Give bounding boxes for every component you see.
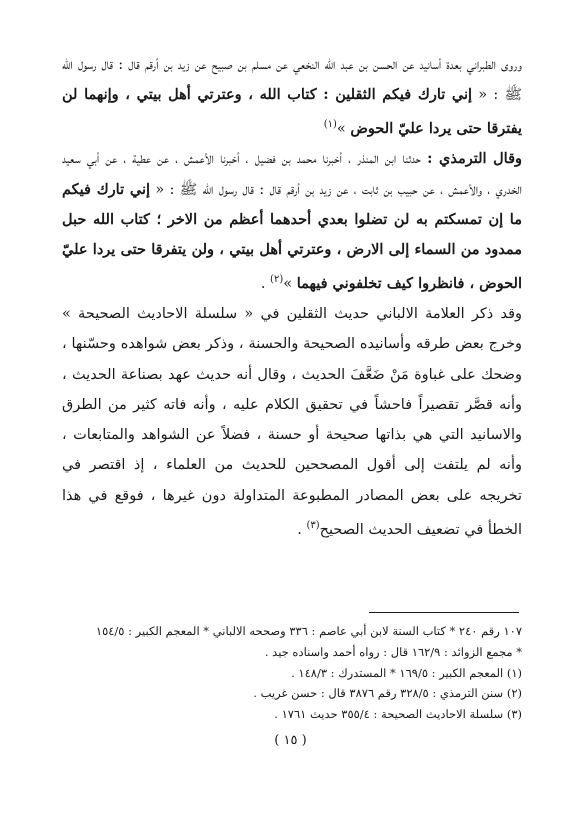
paragraph-end: . xyxy=(297,521,307,538)
hadith-text: إني تارك فيكم ما إن تمسكتم به لن تضلوا بعدي أحدهما أعظم من الاخر ؛ كتاب الله حبل ممدود من السماء إلى الارض ، وعترتي أهل بيتي ، ولن يتفرقا حتى يردا عليّ الحوض ، فانظروا كيف تخلفوني فيهما xyxy=(62,180,522,293)
paragraph-intro: حدثنا ابن المنذر ، أخبرنا محمد بن فضيل ، أخبرنا الأعمش ، عن عطية ، عن أبي سعيد الخدري ، والأعمش ، عن حبيب بن ثابت ، عن زيد بن أرقم قال : قال رسول الله ﷺ : « xyxy=(62,151,523,198)
page-number: ( ١٥ ) xyxy=(274,733,307,748)
footnote-ref: (٣) xyxy=(306,519,320,531)
footnote-line: (٢) سنن الترمذي : ٣٢٨/٥ رقم ٣٨٧٦ قال : حسن غريب . xyxy=(253,686,522,701)
paragraph-tabarani xyxy=(62,50,522,144)
paragraph-albani xyxy=(62,299,522,544)
paragraph-lead: وقال الترمذي : xyxy=(427,150,523,168)
footnote-ref: (١) xyxy=(323,119,337,131)
paragraph-end: . xyxy=(260,276,271,293)
paragraph-text: وقد ذكر العلامة الالباني حديث الثقلين في « سلسلة الاحاديث الصحيحة » وخرج بعض طرقه وأسانيده الصحيحة والحسنة ، وذكر بعض شواهده وحسّنها ، وضحك على غباوة مَنْ ضَعَّفَ الحديث ، وقال أنه حديث عهد بصناعة الحديث ، وأنه قصَّر تقصيراً فاحشاً في تحقيق الكلام عليه ، وأنه فاته كثير من الطرق والاسانيد التي هي بذاتها صحيحة أو حسنة ، فضلاً عن الشواهد والمتابعات ، وأنه لم يلتفت إلى أقول المصححين للحديث من العلماء ، إذ اقتصر في تخريجه على بعض المصادر المطبوعة المتداولة دون غيرها ، فوقع في هذا الخطأ في تضعيف الحديث الصحيح xyxy=(62,306,522,538)
footnote-line: ١٠٧ رقم ٢٤٠ * كتاب السنة لابن أبي عاصم : ٣٣٦ وصححه الالباني * المعجم الكبير : ١٥٤/٥ xyxy=(95,624,522,638)
footnote-ref: (٢) xyxy=(270,274,284,286)
footnote-line: (١) المعجم الكبير : ١٦٩/٥ * المستدرك : ١٤٨/٣ . xyxy=(291,665,522,680)
footnotes xyxy=(62,621,522,725)
quote-close: » xyxy=(283,276,297,293)
paragraph-tirmidhi xyxy=(62,144,522,299)
footnote-line: (٣) سلسلة الاحاديث الصحيحة : ٣٥٥/٤ حديث ١٧٦١ . xyxy=(274,707,522,722)
hadith-text: إني تارك فيكم الثقلين : كتاب الله ، وعترتي أهل بيتي ، وإنهما لن يفترقا حتى يردا عليّ الحوض xyxy=(62,86,522,138)
quote-close: » xyxy=(336,121,351,138)
main-text xyxy=(62,50,522,545)
paragraph-intro: وروى الطبراني بعدة أسانيد عن الحسن بن عبد الله النخعي عن مسلم بن صبيح عن زيد بن أرقم قال : قال رسول الله ﷺ : « xyxy=(62,57,522,104)
footnote-separator xyxy=(369,612,519,613)
footnote-line: * مجمع الزوائد : ١٦٢/٩ قال : رواه أحمد واسناده جيد . xyxy=(264,644,522,659)
